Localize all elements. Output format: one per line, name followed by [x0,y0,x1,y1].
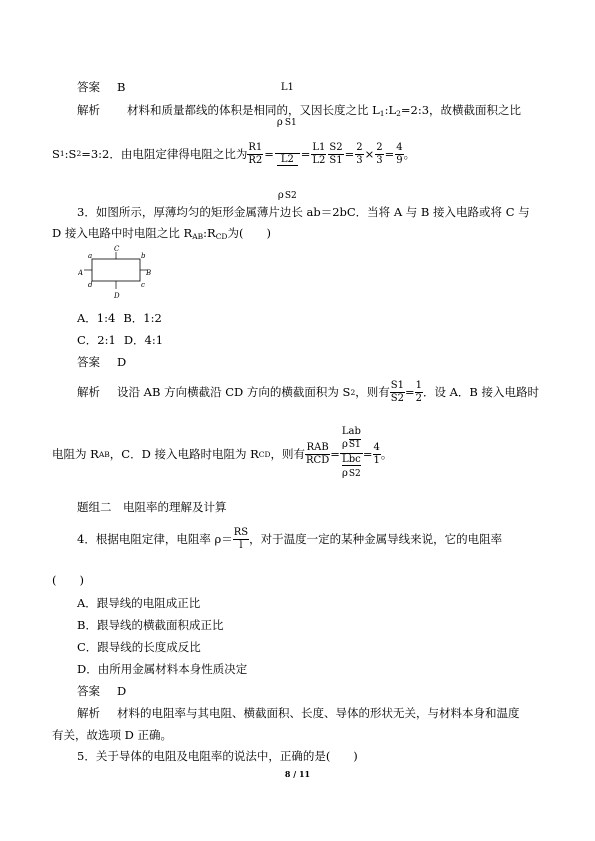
sub: 1 [379,109,385,118]
nested-rho-fraction: L1 ρ S1 L2 ρS2 [275,82,300,226]
nested-rho-fraction-2: Lab ρS1 Lbc ρS2 [341,426,361,479]
label-a: a [88,252,93,260]
question-3-line-1: 3．如图所示，厚薄均匀的矩形金属薄片边长 ab＝2bC．当将 A 与 B 接入电路或将 C 与 [77,205,530,219]
analysis-3-line-1: 解析 设沿 AB 方向横截沿 CD 方向的横截面积为 S 2 ，则有 $\frac{S1}{S2}$ = $\frac{1}{2}$ ．设 A．B 接入电路时 [77,379,540,404]
answer-label: 答案 [77,80,100,94]
label-b: b [141,252,146,260]
answer-line-1 [77,80,125,95]
answer-value: B [117,80,126,94]
analysis-4-line-2: 有关，故选项 D 正确。 [52,728,173,742]
option-d[interactable]: D．4:1 [123,333,164,347]
answer-line-4: 答案 D [77,684,127,698]
fraction-2-3: $\frac{2}{3}$ [356,141,363,166]
option-b[interactable]: B．1:2 [123,311,162,325]
ratio-text: =2:3，故横截面积之比 [400,103,522,117]
group-2-heading: 题组二 电阻率的理解及计算 [77,500,227,514]
fraction-2-3b: $\frac{2}{3}$ [376,141,383,166]
analysis-3-line-2: 电阻为 R AB ，C．D 接入电路时电阻为 R CD ，则有 $\frac{\text{RAB}}{\text{RCD}}$ = Lab ρS1 Lbc ρS2 = $\frac{4}{1}$ 。 [52,418,392,490]
label-B: B [146,269,152,277]
label-d: d [88,281,93,289]
analysis-4-line-1: 解析 材料的电阻率与其电阻、横截面积、长度、导体的形状无关，与材料本身和温度 [77,706,520,720]
question-5: 5．关于导体的电阻及电阻率的说法中，正确的是( ) [77,749,358,763]
text: =3:2．由电阻定律得电阻之比为 [81,147,248,161]
fraction-1-2: $\frac{1}{2}$ [415,379,422,404]
q3-options-ab [77,311,162,326]
plate-rect [92,259,140,281]
question-4-paren: ( ) [52,573,84,587]
fraction-s1-s2: $\frac{S1}{S2}$ [390,379,404,404]
analysis-label: 解析 [77,103,100,117]
question-3-line-2: D 接入电路中时电阻之比 $R_{AB}:R_{CD}$为( ) [52,226,271,241]
q4-option-c[interactable]: C．跟导线的长度成反比 [77,640,201,654]
q4-option-a[interactable]: A．跟导线的电阻成正比 [77,596,201,610]
label-D: D [114,292,120,300]
label-A: A [78,269,84,277]
analysis-text: 材料和质量都线的体积是相同的，又因长度之比 L [127,103,380,117]
fraction-s2-s1: $\frac{S2}{S1}$ [329,141,343,166]
sub: 2 [396,109,401,118]
q4-option-d[interactable]: D．由所用金属材料本身性质决定 [77,662,248,676]
sub: 1 [59,149,65,158]
answer-line-3: 答案 D [77,355,127,369]
analysis-1-line-1: 解析 材料和质量都线的体积是相同的，又因长度之比 $L_1:L_2=2:3$，故横截面积之比 [77,103,522,118]
sub: 2 [76,149,82,158]
q3-options-cd [77,333,163,348]
option-a[interactable]: A．1:4 [77,311,116,325]
colon: : [384,103,389,117]
label-c: c [141,281,145,289]
q4-option-b[interactable]: B．跟导线的横截面积成正比 [77,618,224,632]
text: S [52,147,60,161]
fraction-rs-l: $\frac{RS}{l}$ [233,526,249,551]
fraction-4-1: $\frac{4}{1}$ [373,441,380,466]
label-C: C [114,245,120,253]
option-c[interactable]: C．2:1 [77,333,116,347]
fraction-rab-rcd: $\frac{\text{RAB}}{\text{RCD}}$ [306,441,330,466]
analysis-1-line-2: S 1 : S 2 =3:2．由电阻定律得电阻之比为 $\frac{R1}{R2}$ = L1 ρ S1 L2 ρS2 = $\frac{L1}{L2}$ $\frac{S2}{S1}$ = $\frac{2}{3}$ × $\frac{2}{3}$ = $\frac{4}{9}$ 。 [52,124,415,184]
question-4-line-1: 4．根据电阻定律，电阻率 ρ＝ $\frac{RS}{l}$ ，对于温度一定的某种金属导线来说，它的电阻率 [77,526,503,551]
page-number: 8 / 11 [284,769,311,779]
rectangle-plate-figure [78,243,158,301]
fraction-4-9: $\frac{4}{9}$ [396,141,403,166]
fraction-r1-r2: $\frac{R1}{R2}$ [248,141,263,166]
fraction-l1-l2: $\frac{L1}{L2}$ [312,141,326,166]
